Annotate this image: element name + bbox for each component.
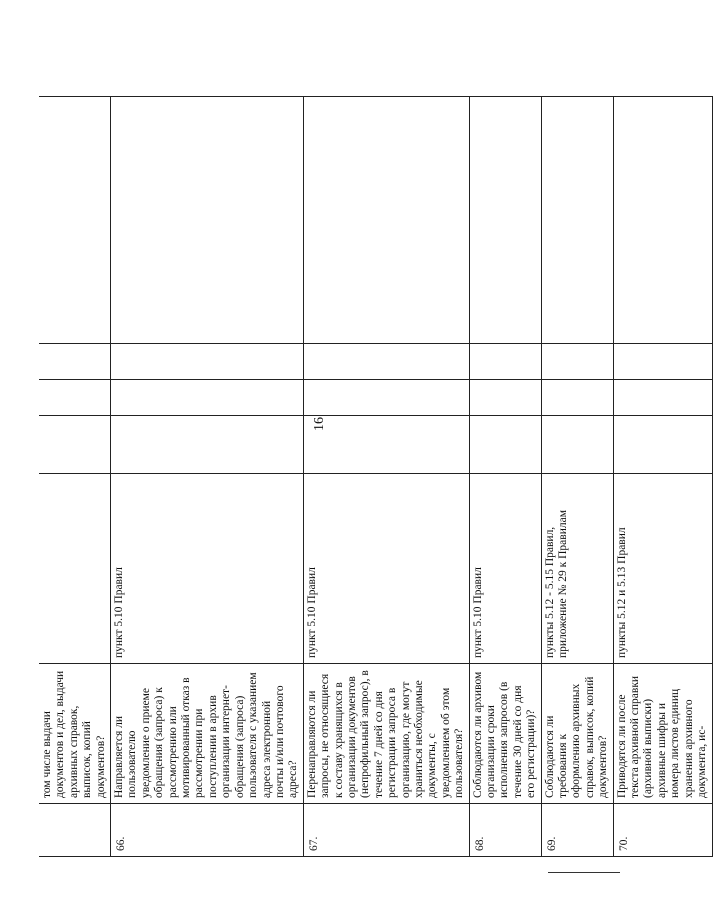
footer-rule [548,872,620,873]
note-cell [39,97,111,344]
answer-cell [541,416,613,474]
question-cell: Соблюдаются ли архивом организации сроки исполнения запросов (в течение 30 дней со дня его регистрации)? [469,664,541,804]
question-cell: Направляется ли пользователю уведомление о приеме обращения (запроса) к рассмотрению или мотивированный отказ в рассмотрении при поступлении в архив организации интернет-обращения (запроса) пользователя с указанием адреса электронной почты и/или почтового адреса? [111,664,304,804]
answer-cell [39,344,111,380]
question-cell: Приводятся ли после текста архивной справки (архивной выписки) архивные шифры и номера листов единиц хранения архивного документа, ис- [613,664,712,804]
table-row [541,97,613,857]
table-row [469,97,541,857]
checklist-table [39,96,713,857]
question-cell: Перенаправляются ли запросы, не относящиеся к составу хранящихся в организации документов (непрофильный запрос), в течение 7 дней со дня регистрации запроса в организацию, где могут храниться необходимые документы, с уведомлением об этом пользователя? [303,664,469,804]
row-number: 68. [469,804,541,857]
reference-cell: пункты 5.12 и 5.13 Правил [613,474,712,664]
note-cell [541,97,613,344]
reference-cell: пункты 5.12 - 5.15 Правил, приложение № 29 к Правилам [541,474,613,664]
note-cell [613,97,712,344]
answer-cell [469,416,541,474]
reference-cell [39,474,111,664]
answer-cell [613,380,712,416]
table-row [303,97,469,857]
answer-cell [111,380,304,416]
answer-cell [541,344,613,380]
row-number: 67. [303,804,469,857]
question-cell: Соблюдаются ли требования к оформлению архивных справок, выписок, копий документов? [541,664,613,804]
answer-cell [303,344,469,380]
table-row [613,97,712,857]
row-number [39,804,111,857]
row-number: 70. [613,804,712,857]
answer-cell [111,344,304,380]
answer-cell [469,380,541,416]
answer-cell [469,344,541,380]
reference-cell: пункт 5.10 Правил [469,474,541,664]
answer-cell [111,416,304,474]
answer-cell [613,344,712,380]
note-cell [303,97,469,344]
page-number: 16 [312,417,327,431]
table-row [39,97,111,857]
table-row [111,97,304,857]
question-cell: том числе выдачи документов и дел, выдачи архивных справок, выписок, копий документов? [39,664,111,804]
answer-cell [303,416,469,474]
row-number: 66. [111,804,304,857]
reference-cell: пункт 5.10 Правил [111,474,304,664]
checklist-table-rotated [39,97,709,857]
answer-cell [39,416,111,474]
reference-cell: пункт 5.10 Правил [303,474,469,664]
note-cell [111,97,304,344]
row-number: 69. [541,804,613,857]
answer-cell [613,416,712,474]
answer-cell [303,380,469,416]
note-cell [469,97,541,344]
answer-cell [39,380,111,416]
answer-cell [541,380,613,416]
